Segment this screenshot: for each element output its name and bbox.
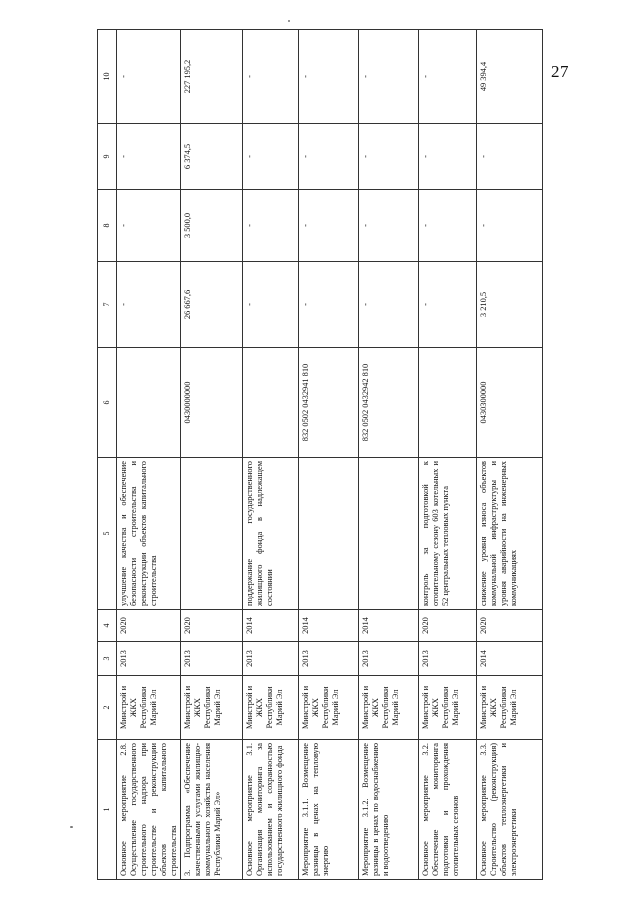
expected-result: улучшение качества и обеспечение безопасности строительства и реконструкции объектов капитального строительства <box>117 458 181 610</box>
expected-result <box>299 458 359 610</box>
activity-name: 3. Подпрограмма «Обеспечение качественными услугами жилищно-коммунального хозяйства населения Республики Марий Эл» <box>181 740 243 880</box>
budget-code: 832 0502 0432942 810 <box>359 348 419 458</box>
responsible-executor: Минстрой и ЖКХ Республики Марий Эл <box>359 676 419 740</box>
column-header: 4 <box>98 610 117 642</box>
expected-result: контроль за подготовкой к отопительному сезону 603 котельных и 52 центральных тепловых пункта <box>419 458 477 610</box>
responsible-executor: Минстрой и ЖКХ Республики Марий Эл <box>117 676 181 740</box>
start-year: 2013 <box>117 642 181 676</box>
activity-name: Основное мероприятие 2.8. Осуществление государственного строительного надзора при строительстве и реконструкции объектов капитального строительства <box>117 740 181 880</box>
value-col7: - <box>299 262 359 348</box>
value-col7: - <box>419 262 477 348</box>
rotated-table-container <box>97 30 537 880</box>
start-year: 2013 <box>181 642 243 676</box>
start-year: 2013 <box>359 642 419 676</box>
end-year: 2020 <box>181 610 243 642</box>
value-col7: 26 667,6 <box>181 262 243 348</box>
value-col8: - <box>419 190 477 262</box>
table-row <box>181 30 243 880</box>
value-col10: - <box>299 30 359 124</box>
value-col10: - <box>419 30 477 124</box>
column-header: 7 <box>98 262 117 348</box>
scan-speck <box>70 826 73 828</box>
responsible-executor: Минстрой и ЖКХ Республики Марий Эл <box>477 676 543 740</box>
budget-code <box>117 348 181 458</box>
value-col8: - <box>299 190 359 262</box>
column-header: 3 <box>98 642 117 676</box>
expected-result <box>359 458 419 610</box>
budget-code: 832 0502 0432941 810 <box>299 348 359 458</box>
value-col7: - <box>359 262 419 348</box>
responsible-executor: Минстрой и ЖКХ Республики Марий Эл <box>299 676 359 740</box>
value-col8: - <box>359 190 419 262</box>
table-row <box>477 30 543 880</box>
column-header: 5 <box>98 458 117 610</box>
responsible-executor: Минстрой и ЖКХ Республики Марий Эл <box>243 676 299 740</box>
responsible-executor: Минстрой и ЖКХ Республики Марий Эл <box>419 676 477 740</box>
value-col9: - <box>359 124 419 190</box>
value-col10: - <box>359 30 419 124</box>
table-row <box>419 30 477 880</box>
column-number-row <box>98 30 117 880</box>
table-row <box>117 30 181 880</box>
value-col10: 49 394,4 <box>477 30 543 124</box>
activity-name: Основное мероприятие 3.3. Строительство (реконструкция) объектов теплоэнергетики и электроэнергетики <box>477 740 543 880</box>
budget-code: 0430300000 <box>477 348 543 458</box>
value-col8: 3 500,0 <box>181 190 243 262</box>
value-col9: - <box>117 124 181 190</box>
end-year: 2014 <box>243 610 299 642</box>
program-table <box>97 29 543 880</box>
column-header: 10 <box>98 30 117 124</box>
value-col9: 6 374,5 <box>181 124 243 190</box>
value-col8: - <box>117 190 181 262</box>
value-col7: 3 210,5 <box>477 262 543 348</box>
start-year: 2014 <box>477 642 543 676</box>
value-col10: 227 195,2 <box>181 30 243 124</box>
start-year: 2013 <box>419 642 477 676</box>
budget-code: 0430000000 <box>181 348 243 458</box>
column-header: 2 <box>98 676 117 740</box>
value-col10: - <box>243 30 299 124</box>
start-year: 2013 <box>243 642 299 676</box>
value-col7: - <box>117 262 181 348</box>
budget-code <box>243 348 299 458</box>
table-row <box>359 30 419 880</box>
value-col7: - <box>243 262 299 348</box>
end-year: 2020 <box>419 610 477 642</box>
column-header: 8 <box>98 190 117 262</box>
column-header: 9 <box>98 124 117 190</box>
value-col10: - <box>117 30 181 124</box>
budget-code <box>419 348 477 458</box>
start-year: 2013 <box>299 642 359 676</box>
expected-result <box>181 458 243 610</box>
page-number: 27 <box>551 62 569 81</box>
value-col8: - <box>243 190 299 262</box>
value-col8: - <box>477 190 543 262</box>
end-year: 2014 <box>359 610 419 642</box>
activity-name: Мероприятие 3.1.2. Возмещение разницы в ценах по водоснабжению и водоотведению <box>359 740 419 880</box>
column-header: 6 <box>98 348 117 458</box>
column-header: 1 <box>98 740 117 880</box>
value-col9: - <box>419 124 477 190</box>
scan-speck <box>288 20 290 22</box>
value-col9: - <box>243 124 299 190</box>
activity-name: Основное мероприятие 3.2. Обеспечение мониторинга подготовки и прохождения отопительных сезонов <box>419 740 477 880</box>
value-col9: - <box>299 124 359 190</box>
activity-name: Мероприятие 3.1.1. Возмещение разницы в ценах на тепловую энергию <box>299 740 359 880</box>
expected-result: снижение уровня износа объектов коммунальной инфраструктуры и уровня аварийности на инженерных коммуникациях <box>477 458 543 610</box>
activity-name: Основное мероприятие 3.1. Организация мониторинга за использованием и сохранностью государственного жилищного фонда <box>243 740 299 880</box>
value-col9: - <box>477 124 543 190</box>
expected-result: поддержание государственного жилищного фонда в надлежащем состоянии <box>243 458 299 610</box>
table-row <box>243 30 299 880</box>
end-year: 2020 <box>477 610 543 642</box>
table-row <box>299 30 359 880</box>
end-year: 2014 <box>299 610 359 642</box>
end-year: 2020 <box>117 610 181 642</box>
responsible-executor: Минстрой и ЖКХ Республики Марий Эл <box>181 676 243 740</box>
